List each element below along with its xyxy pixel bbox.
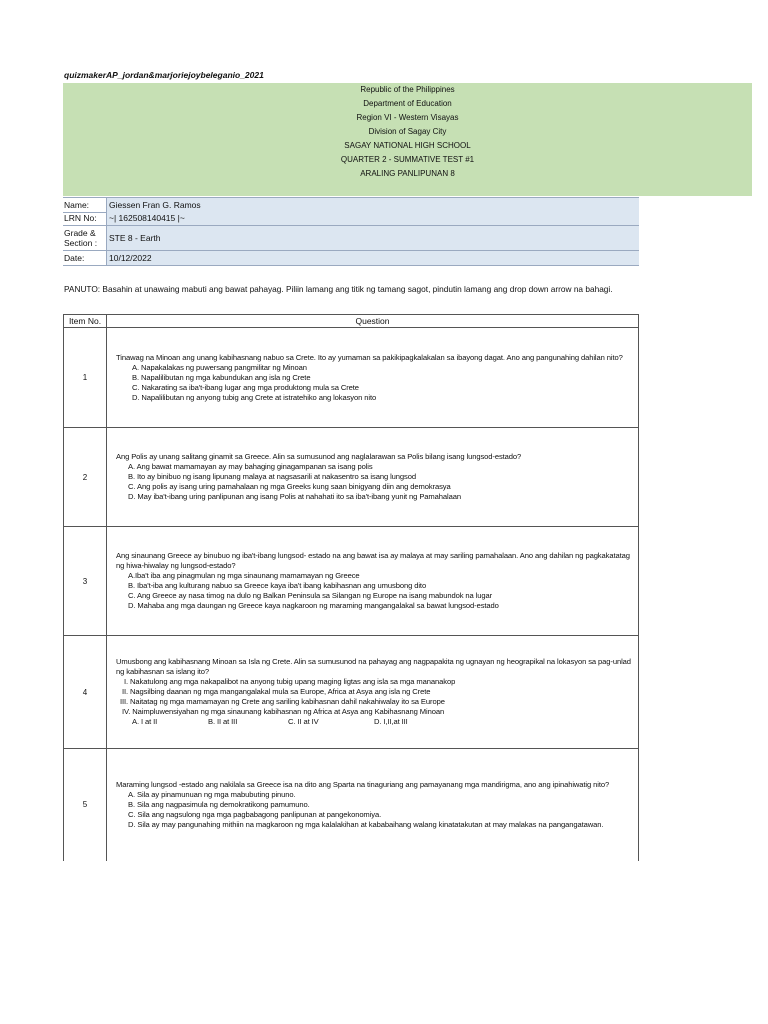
question-cell-4	[107, 636, 639, 749]
choice-d[interactable]: D. Mahaba ang mga daungan ng Greece kaya nagkaroon ng maraming mangangalakal sa bawat lungsod-estado	[128, 601, 499, 610]
choices-row	[116, 717, 634, 727]
lrn-field[interactable]: ~| 162508140415 |~	[106, 212, 639, 225]
header-line-deped: Department of Education	[363, 99, 452, 108]
name-row	[63, 198, 639, 213]
question-row-2	[64, 428, 639, 527]
grade-label: Grade &	[64, 228, 96, 238]
name-field[interactable]: Giessen Fran G. Ramos	[106, 198, 639, 212]
instructions-text: Basahin at unawaing mabuti ang bawat pahayag. Piliin lamang ang titik ng tamang sagot, pindutin lamang ang drop down arrow na bahagi.	[100, 284, 613, 294]
item-number: 3	[64, 527, 107, 636]
choice-a[interactable]: A. Ang bawat mamamayan ay may bahaging ginagampanan sa isang polis	[128, 462, 373, 471]
date-field[interactable]: 10/12/2022	[106, 251, 639, 265]
question-cell-2	[107, 428, 639, 527]
choice-b[interactable]: B. Sila ang nagpasimula ng demokratikong pamumuno.	[128, 799, 310, 809]
question-table	[63, 314, 639, 861]
instructions	[64, 284, 644, 295]
choice-c[interactable]: C. Ang polis ay isang uring pamahalaan ng mga Greeks kung saan binigyang diin ang demokrasya	[128, 482, 451, 491]
question-row-3	[64, 527, 639, 636]
section-label: Section :	[64, 238, 98, 248]
name-label: Name:	[64, 200, 90, 210]
instructions-label: PANUTO:	[64, 284, 101, 294]
choice-d[interactable]: D. Sila ay may pangunahing mithiin na magkaroon ng mga kalalakihan at kababaihang walang kinatatakutan at may malakas na pangangatawan.	[128, 819, 604, 829]
statement-iv: IV. Naimpluwensiyahan ng mga sinaunang kabihasnan ng Africa at Asya ang Kabihasnang Minoan	[122, 707, 445, 716]
question-stem: Ang sinaunang Greece ay binubuo ng iba't-ibang lungsod- estado na ang bawat isa ay malaya at may sariling pamahalaan. Ano ang dahilan ng pagkakatatag ng hiwa-hiwalay ng lungsod-estado?	[116, 551, 630, 570]
item-number: 4	[64, 636, 107, 749]
header-line-division: Division of Sagay City	[368, 127, 447, 136]
school-header	[63, 83, 752, 196]
choice-a[interactable]: A. Sila ay pinamunuan ng mga mabubuting pinuno.	[128, 789, 296, 799]
statement-i: I. Nakatulong ang mga nakapalibot na anyong tubig upang maging ligtas ang isla sa mga mananakop	[124, 677, 456, 686]
question-row-5	[64, 749, 639, 861]
question-stem: Tinawag na Minoan ang unang kabihasnang nabuo sa Crete. Ito ay yumaman sa pakikipagkalakalan sa ibayong dagat. Ano ang pangunahing dahilan nito?	[116, 352, 623, 362]
choice-b[interactable]: B. Napalilibutan ng mga kabundukan ang isla ng Crete	[132, 372, 311, 382]
question-stem: Ang Polis ay unang salitang ginamit sa Greece. Alin sa sumusunod ang naglalarawan sa Polis bilang isang lungsod-estado?	[116, 452, 522, 461]
choice-c[interactable]: C. Ang Greece ay nasa timog na dulo ng Balkan Peninsula sa Silangan ng Europe na isang mabundok na lugar	[128, 591, 493, 600]
grade-section-field[interactable]: STE 8 - Earth	[106, 226, 639, 250]
question-row-4	[64, 636, 639, 749]
header-line-republic: Republic of the Philippines	[360, 85, 455, 94]
question-cell-1	[107, 328, 639, 428]
choice-c[interactable]: C. II at IV	[288, 717, 319, 726]
choice-c[interactable]: C. Sila ang nagsulong nga mga pagbabagong panlipunan at pangekonomiya.	[128, 809, 382, 819]
date-label: Date:	[64, 253, 85, 263]
choice-b[interactable]: B. II at III	[208, 717, 238, 726]
table-header-row	[64, 315, 639, 328]
question-stem: Maraming lungsod -estado ang nakilala sa Greece isa na dito ang Sparta na tinaguriang ang pamayanang mga mandirigma, ano ang ipinahiwatig nito?	[116, 779, 610, 789]
choice-d[interactable]: D. May iba't-ibang uring panlipunan ang isang Polis at nahahati ito sa iba't-ibang yunit ng Pamahalaan	[128, 492, 461, 501]
choice-a[interactable]: A. I at II	[132, 717, 158, 726]
choice-d[interactable]: D. I,II,at III	[374, 717, 408, 726]
question-row-1	[64, 328, 639, 428]
date-row	[63, 251, 639, 266]
question-header: Question	[107, 315, 639, 328]
grade-section-row	[63, 226, 639, 251]
question-cell-3	[107, 527, 639, 636]
item-number: 1	[64, 328, 107, 428]
item-number: 5	[64, 749, 107, 861]
question-cell-5	[107, 749, 639, 861]
header-line-school: SAGAY NATIONAL HIGH SCHOOL	[344, 141, 471, 150]
lrn-label: LRN No:	[64, 213, 97, 223]
question-stem: Umusbong ang kabihasnang Minoan sa Isla ng Crete. Alin sa sumusunod na pahayag ang nagpapakita ng ugnayan ng heograpikal na lokasyon sa pag-unlad ng kabihasnan sa islang ito?	[116, 657, 631, 676]
grade-section-label	[63, 226, 105, 250]
header-line-quarter: QUARTER 2 - SUMMATIVE TEST #1	[340, 155, 475, 164]
header-line-region: Region VI - Western Visayas	[356, 113, 459, 122]
choice-a[interactable]: A.Iba't iba ang pinagmulan ng mga sinaunang mamamayan ng Greece	[128, 571, 360, 580]
header-line-subject: ARALING PANLIPUNAN 8	[360, 169, 455, 178]
lrn-row	[63, 212, 639, 226]
item-number: 2	[64, 428, 107, 527]
statement-ii: II. Nagsilbing daanan ng mga mangangalakal mula sa Europe, Africa at Asya ang isla ng Crete	[122, 687, 431, 696]
credit-line: quizmakerAP_jordan&marjoriejoybeleganio_2021	[64, 70, 264, 80]
choice-b[interactable]: B. Iba't-iba ang kulturang nabuo sa Greece kaya iba't ibang kabihasnan ang umusbong dito	[128, 581, 427, 590]
choice-b[interactable]: B. Ito ay binibuo ng isang lipunang malaya at nagsasarili at nakasentro sa isang lungsod	[128, 472, 416, 481]
item-no-header: Item No.	[64, 315, 107, 328]
choice-d[interactable]: D. Napalilibutan ng anyong tubig ang Crete at istratehiko ang lokasyon nito	[132, 392, 377, 402]
choice-c[interactable]: C. Nakarating sa iba't-ibang lugar ang mga produktong mula sa Crete	[132, 382, 359, 392]
statement-iii: III. Naitatag ng mga mamamayan ng Crete ang sariling kabihasnan dahil nakahiwalay ito sa Europe	[120, 697, 445, 706]
choice-a[interactable]: A. Napakalakas ng puwersang pangmilitar ng Minoan	[132, 362, 307, 372]
